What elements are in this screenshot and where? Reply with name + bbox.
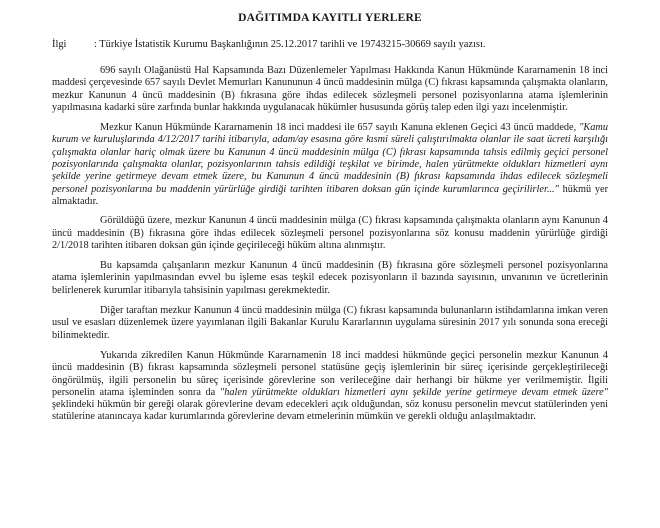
paragraph-6-intro: Yukarıda zikredilen Kanun Hükmünde Kararnamenin 18 inci maddesi hükmünde geçici personelin mezkur Kanunun 4 üncü maddesinin (B) fıkrası kapsamında sözleşmeli personel statüsüne geçiş işlemlerinin bir süreç içerisinde gerçekleştirileceği öngörülmüş, ilgili personelin bu süreç içerisinde görevlerine son verileceğine dair herhangi bir hükme yer verilmemiştir. İlgili personelin atama işleminden sonra da bbox=[52, 349, 608, 398]
paragraph-2-outro: hükmü yer almaktadır. bbox=[52, 183, 609, 207]
paragraph-6-outro: şeklindeki hükmün bir gereği olarak görevlerine devam edecekleri açık olduğundan, söz konusu personelin mevcut statülerinden yeni statülerine atanıncaya kadar kurumlarında görevlerine devam etmelerinin mümkün ve gerekli olduğu anlaşılmaktadır. bbox=[52, 399, 608, 423]
paragraph-1: 696 sayılı Olağanüstü Hal Kapsamında Bazı Düzenlemeler Yapılması Hakkında Kanun Hükmünde Kararnamenin 18 inci maddesi çerçevesinde 657 sayılı Devlet Memurları Kanununun 4 üncü maddesinin mülga (C) fıkrası kapsamında çalışmakta olanların, mezkur Kanunun 4 üncü maddesinin (B) fıkrasına göre ihdas edilecek sözleşmeli personel pozisyonlarına atama işlemlerinin yapılmasına kadarki süre zarfında bunlar hakkında uygulanacak hükümler hususunda görüş talep eden ilgi yazı incelenmiştir. bbox=[52, 65, 608, 113]
paragraph-4: Bu kapsamda çalışanların mezkur Kanunun 4 üncü maddesinin (B) fıkrasına göre sözleşmeli personel pozisyonlarına atama işlemlerinin yapılmasından evvel bu işleme esas teşkil edecek pozisyonların il bazında sayısının, unvanının ve ücretlerinin belirlenerek kurumlar itibarıyla tahsisinin yapılması gerekmektedir. bbox=[52, 260, 608, 296]
paragraph-3: Görüldüğü üzere, mezkur Kanunun 4 üncü maddesinin mülga (C) fıkrası kapsamında çalışmakta olanların aynı Kanunun 4 üncü maddesinin (B) fıkrasına göre ihdas edilecek sözleşmeli personel pozisyonlarına söz konusu maddenin yürürlüğe girdiği 2/1/2018 tarihten itibaren doksan gün içinde geçirileceği hüküm altına alınmıştır. bbox=[52, 215, 608, 251]
paragraph-6-quote: "halen yürütmekte oldukları hizmetleri aynı şekilde yerine getirmeye devam etmek üzere" bbox=[219, 386, 608, 398]
reference-text: : Türkiye İstatistik Kurumu Başkanlığının 25.12.2017 tarihli ve 19743215-30669 sayılı yazısı. bbox=[94, 39, 486, 50]
paragraph-2 bbox=[52, 122, 608, 208]
document-title: DAĞITIMDA KAYITLI YERLERE bbox=[238, 12, 422, 24]
paragraph-5: Diğer taraftan mezkur Kanunun 4 üncü maddesinin mülga (C) fıkrası kapsamında bulunanların istihdamlarına imkan veren usul ve esasları düzenlemek üzere yayımlanan ilgili Bakanlar Kurulu Kararlarının uygulama süresinin 2017 yılı sonunda sona ereceği bilinmektedir. bbox=[52, 305, 608, 341]
reference-label: İlgi bbox=[52, 39, 67, 50]
paragraph-6 bbox=[52, 350, 608, 424]
paragraph-2-intro: Mezkur Kanun Hükmünde Kararnamenin 18 inci maddesi ile 657 sayılı Kanuna eklenen Geçici 43 üncü maddede, bbox=[100, 122, 580, 134]
reference-line bbox=[52, 38, 608, 51]
paragraph-2-quote: "Kamu kurum ve kuruluşlarında 4/12/2017 tarihi itibarıyla, adam/ay esasına göre kısmi süreli çalıştırılmakta olanlar ile saat ücreti karşılığı çalışmakta olanlar hariç olmak üzere bu Kanunun 4 üncü maddesinin mülga (C) fıkrası kapsamında tahsis edilmiş geçici personel pozisyonlarında çalışmakta olanlar, pozisyonlarının tahsis edildiği teşkilat ve birimde, halen yürütmekte oldukları hizmetleri aynı şekilde yerine getirmeye devam etmek üzere, bu Kanunun 4 üncü maddesinin (B) fıkrası kapsamında ihdas edilecek sözleşmeli personel pozisyonlarına bu maddenin yürürlüğe girdiği tarihten itibaren doksan gün içinde kurumlarınca geçirilirler..." bbox=[52, 122, 608, 195]
